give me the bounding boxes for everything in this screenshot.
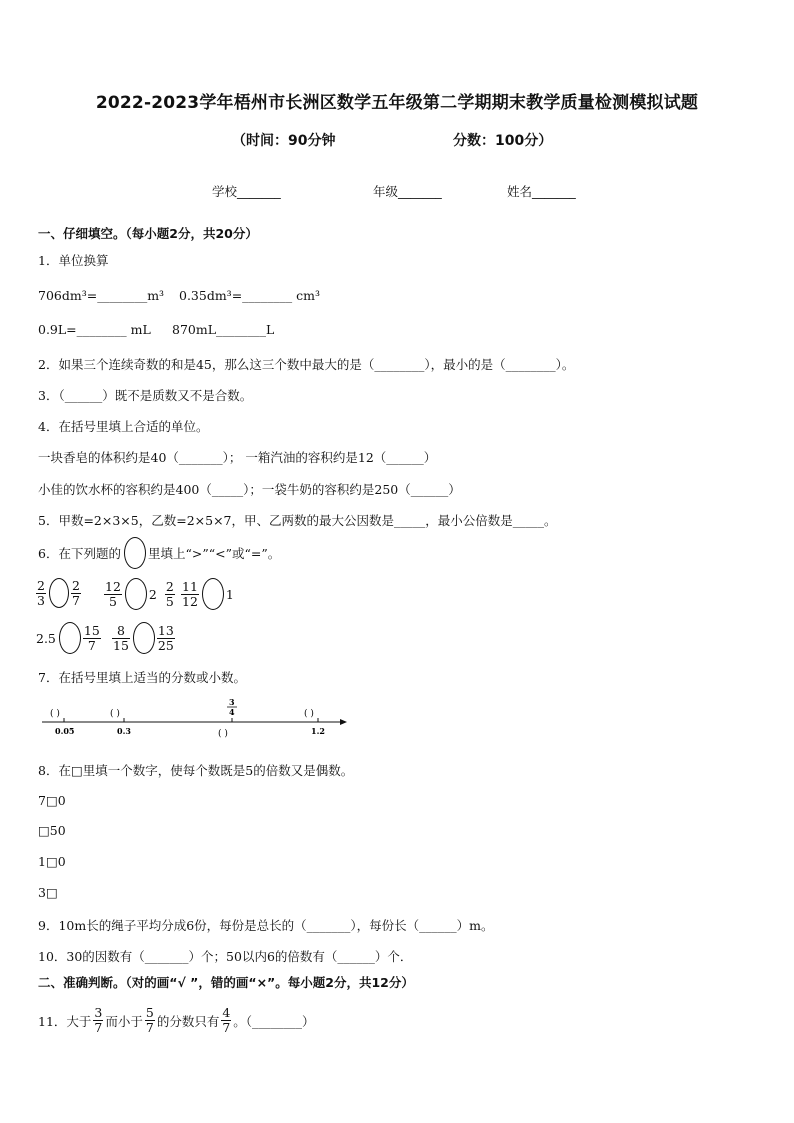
q5[interactable]: 5．甲数=2×3×5，乙数=2×5×7，甲、乙两数的最大公因数是_____，最小公倍数是_____。 [38,513,557,528]
q3[interactable]: 3．（______）既不是质数又不是合数。 [38,388,253,403]
whole-part: 2 [148,586,157,602]
number-line-svg [38,696,348,740]
q1-row1b[interactable]: 0.35dm³=________ cm³ [179,288,321,303]
blank-paren-1: ( ) [50,709,60,719]
q2[interactable]: 2．如果三个连续奇数的和是45，那么这三个数中最大的是（________），最小的是（________）。 [38,357,575,372]
tick-label-0.3: 0.3 [117,726,131,736]
q6-item-2 [104,578,177,610]
fraction: $\frac{2}{3}$ [37,577,45,608]
q8-item-3[interactable]: 1□0 [38,854,66,869]
q1-row2b[interactable]: 870mL________L [172,322,275,337]
q6-stem-after: 里填上“>”“<”或“=”。 [147,546,281,561]
compare-oval[interactable] [125,578,147,610]
section-1-heading: 一、仔细填空。（每小题2分，共20分） [38,226,258,241]
number-line [38,696,348,740]
q1-row2a[interactable]: 0.9L=________ mL [38,322,151,337]
q11[interactable]: 11．大于 $\frac{3}{7}$ 而小于 $\frac{5}{7}$ 的分数只有 $\frac{4}{7}$ 。（________） [38,1005,315,1035]
name-field[interactable]: 姓名_______ [507,184,576,199]
q8-stem: 8．在□里填一个数字，使每个数既是5的倍数又是偶数。 [38,763,354,778]
q10[interactable]: 10．30的因数有（_______）个；50以内6的倍数有（______）个． [38,949,413,964]
q8-item-4[interactable]: 3□ [38,885,58,900]
grade-field[interactable]: 年级_______ [373,184,442,199]
fraction: $\frac{15}{7}$ [83,622,100,653]
q6-stem-before: 6．在下列题的 [38,546,121,561]
q6-item-3: $\frac{11}{12}$ 1 [182,578,234,609]
q9[interactable]: 9．10m长的绳子平均分成6份，每份是总长的（_______），每份长（______）m。 [38,918,494,933]
fraction: $\frac{5}{7}$ [145,1005,154,1035]
q8-item-2[interactable]: □50 [38,823,66,838]
compare-oval[interactable] [59,622,81,654]
page-title: 2022-2023学年梧州市长洲区数学五年级第二学期期末教学质量检测模拟试题 [95,93,699,113]
school-field[interactable]: 学校_______ [212,184,281,199]
fraction: $\frac{13}{25}$ [157,622,174,653]
exam-time: （时间：90分钟 [232,133,336,149]
q4-line1[interactable]: 一块香皂的体积约是40（_______）； 一箱汽油的容积约是12（______） [38,450,437,465]
q8-item-1[interactable]: 7□0 [38,793,66,808]
q1-row1a[interactable]: 706dm³=________m³ [38,288,165,303]
compare-oval[interactable] [202,578,224,610]
compare-oval[interactable] [49,578,69,608]
q6-item-1 [36,578,83,608]
compare-oval[interactable] [133,622,155,654]
q4-line2[interactable]: 小佳的饮水杯的容积约是400（_____）；一袋牛奶的容积约是250（______） [38,482,461,497]
q4-stem: 4．在括号里填上合适的单位。 [38,419,209,434]
tick-fraction-den: 4 [229,707,235,717]
blank-paren-2: ( ) [110,709,120,719]
tick-fraction-num: 3 [229,697,235,707]
tick-label-0.05: 0.05 [55,726,75,736]
fraction: $\frac{8}{15}$ [113,622,129,653]
q7-stem: 7．在括号里填上适当的分数或小数。 [38,670,246,685]
q6-item-5 [112,622,177,654]
exam-score: 分数：100分） [453,133,553,149]
q1-stem: 1．单位换算 [38,253,109,268]
blank-paren-4: ( ) [218,729,228,739]
fraction: $\frac{2}{7}$ [71,577,80,608]
q6-item-4: 2.5 $\frac{15}{7}$ [36,622,100,653]
fraction: $\frac{11}{12}$ [182,578,198,609]
fraction: $\frac{4}{7}$ [222,1005,231,1035]
fraction: $\frac{3}{7}$ [94,1005,103,1035]
blank-paren-3: ( ) [304,709,314,719]
section-2-heading: 二、准确判断。（对的画“√ ”，错的画“×”。每小题2分，共12分） [38,975,414,990]
q6-oval-icon [124,537,146,569]
q6-stem [38,537,282,569]
fraction: $\frac{12}{5}$ [105,578,121,609]
fraction: $\frac{2}{5}$ [165,578,174,609]
tick-label-1.2: 1.2 [311,726,325,736]
